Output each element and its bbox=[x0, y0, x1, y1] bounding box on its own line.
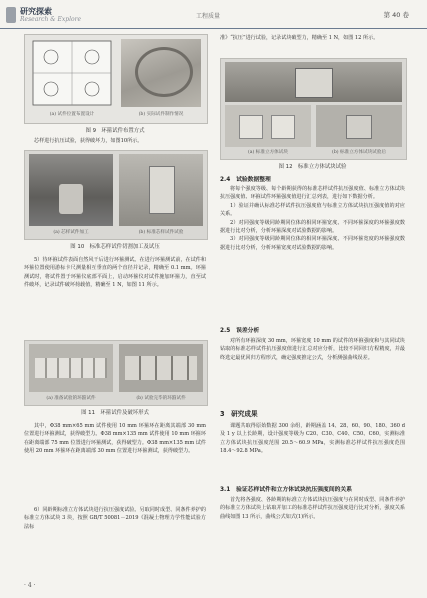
figure-10b-caption: (b) 标准芯样试件试验 bbox=[138, 230, 184, 235]
section-2-5-heading: 2.5 误差分析 bbox=[220, 328, 260, 334]
figure-10 bbox=[24, 150, 208, 240]
header-section-subtitle: Research & Explore bbox=[20, 16, 82, 23]
figure-12a-photo bbox=[225, 105, 311, 147]
figure-10-caption: 图 10 标准芯样试件切割加工及试压 bbox=[70, 244, 160, 250]
figure-12b-photo bbox=[316, 105, 402, 147]
section-2-4-body: 将每个强度等级、每个龄期获得的标准芯样试件抗压强度值、标准立方体试块抗压强度值、环箍试件环箍强度值进行汇总列表，进行如下数据分析。 1）验证并确认标准芯样试件抗压强度值与标准立方体试块抗压强度值的对应关系。 2）对同强度等级同龄期同位体的相同环箍宽度、不同环箍深度的环箍强度数据进行比对分析，分析环箍深度对试验数据的影响。 3）对同强度等级同龄期同位体的相同环箍深度、不同环箍宽度的环箍强度数据进行比对分析，分析环箍宽度对试验数据的影响。 bbox=[220, 186, 405, 251]
figure-10b-photo bbox=[119, 154, 203, 226]
section-3-1-heading: 3.1 验证芯样试件和立方体试块抗压强度间的关系 bbox=[220, 487, 353, 493]
section-3-1-body: 首先将各强度、各龄期的标准立方体试块抗压强度与在同时成型、同条件养护的标准立方体试块上钻取并加工的标准芯样试件抗压强度进行比对分析，强度关系曲线如图 13 所示，曲线公式如式(1)所示。 bbox=[220, 497, 405, 520]
figure-12b-caption: (b) 标准立方体试块试验后 bbox=[332, 150, 386, 155]
header-rule bbox=[0, 28, 427, 29]
section-3-body: 课题共取得原始数据 300 余组，龄期涵盖 14、28、60、90、180、360 d 及 1 y 以上长龄期，设计强度等级为 C20、C30、C40、C50、C60，实测标准立方体试块抗压强度范围 20.5～60.9 MPa，实测标准芯样试件抗压强度范围 18.4～92.8 MPa。 bbox=[220, 423, 405, 455]
figure-9b-photo bbox=[121, 39, 201, 107]
figure-9 bbox=[24, 34, 208, 124]
section-3-heading: 3 研究成果 bbox=[220, 410, 258, 418]
figure-12-photo-top bbox=[225, 62, 402, 102]
figure-10a-photo bbox=[29, 154, 113, 226]
figure-12 bbox=[220, 58, 407, 160]
section-2-4-heading: 2.4 试验数据整理 bbox=[220, 177, 271, 183]
figure-9a-drawing bbox=[31, 39, 113, 107]
figure-9-caption: 图 9 环箍试件布置方式 bbox=[85, 128, 145, 134]
figure-11b-caption: (b) 试验完毕的环箍试件 bbox=[136, 396, 186, 401]
section-2-5-body: 对所有环箍深度 30 mm，环箍宽度 10 mm 的试件的环箍强度和与其同试块钻取的标准芯样试件抗压强度值进行汇总对应分析，比较不同回归方程精度，并最终选定最优回归方程形式，确定强度推定公式，分析测强曲线误差。 bbox=[220, 338, 405, 361]
right-text-top: 准》“抗压”进行试验，记录试块破型力，精确至 1 N，如图 12 所示。 bbox=[220, 35, 379, 41]
journal-logo-icon bbox=[6, 7, 16, 23]
figure-12a-caption: (a) 标准立方体试块 bbox=[248, 150, 288, 155]
figure-9a-caption: (a) 试件位置布置设计 bbox=[49, 112, 95, 117]
figure-11b-photo bbox=[119, 344, 203, 392]
header-section-title: 研究探索 bbox=[20, 7, 52, 16]
figure-11a-caption: (a) 准备试验的环箍试件 bbox=[46, 396, 96, 401]
figure-12-caption: 图 12 标准立方体试块试验 bbox=[278, 164, 347, 170]
page-number: · 4 · bbox=[24, 582, 36, 589]
left-paragraph-tail: 其中，Φ38 mm×65 mm 试件使用 10 mm 环箍环在距离其端部 30 mm 位置进行环箍测试，获得破型力。Φ38 mm×135 mm 试件使用 10 mm 环箍环在距离端部 75 mm 位置进行环箍测试，获得破型力。Φ38 mm×135 mm 试件使用 20 mm 环箍环在距离端部 30 mm 位置进行环箍测试，获得破型力。 bbox=[24, 423, 206, 455]
figure-11a-photo bbox=[29, 344, 113, 392]
figure-11 bbox=[24, 340, 208, 406]
left-text-1: 芯样进行抗压试验，获得破坏力，如图10所示。 bbox=[34, 138, 143, 144]
header-volume: 第 40 卷 bbox=[383, 11, 409, 19]
running-header bbox=[0, 0, 427, 30]
left-paragraph-6: 6）同龄期标准立方体试块进行抗压强度试验。另取同时成型、同条件养护的标准立方体试块 3 块，按照 GB/T 50081－2019《混凝土物理力学性能试验方法标 bbox=[24, 507, 206, 530]
header-journal-name: 工程质量 bbox=[196, 13, 221, 20]
left-paragraph-5: 5）待环箍试件表面自然风干后进行环箍测试。在进行环箍测试前，在试件和环箍位置使用游标卡尺测量相互垂直的两个直径并记录，精确至 0.1 mm。环箍测试时，将试件置于环箍仪底部平面上，启动环箍仪对试件施加环箍力，直至试件破坏，记录试件破坏荷载值，精确至 1 N，如图 11 所示。 bbox=[24, 257, 206, 289]
figure-11-caption: 图 11 环箍试件及破坏形式 bbox=[81, 410, 149, 416]
figure-9b-caption: (b) 实际试件制作情况 bbox=[138, 112, 184, 117]
figure-10a-caption: (a) 芯样试件加工 bbox=[53, 230, 89, 235]
